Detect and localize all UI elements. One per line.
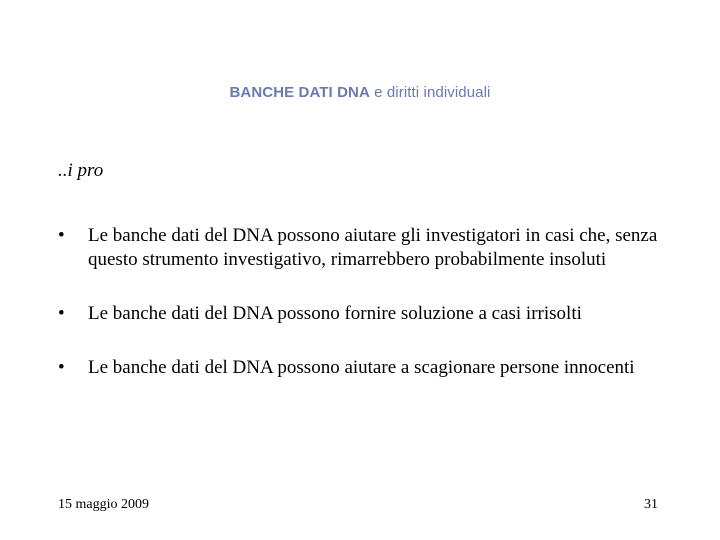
bullet-text: Le banche dati del DNA possono fornire soluzione a casi irrisolti <box>88 303 582 324</box>
bullet-item <box>58 224 668 272</box>
bullet-dot-icon: • <box>58 225 65 246</box>
title-rest: e diritti individuali <box>369 84 491 101</box>
bullet-dot-icon: • <box>58 303 65 324</box>
footer-date: 15 maggio 2009 <box>58 497 149 512</box>
bullet-item <box>58 302 668 326</box>
bullet-list <box>58 224 668 410</box>
bullet-text: Le banche dati del DNA possono aiutare gli investigatori in casi che, senza questo strumento investigativo, rimarrebbero probabilmente insoluti <box>88 225 658 270</box>
bullet-text: Le banche dati del DNA possono aiutare a scagionare persone innocenti <box>88 357 635 378</box>
slide-title <box>0 84 720 101</box>
subheading: ..i pro <box>58 160 104 181</box>
page-number: 31 <box>644 497 658 512</box>
bullet-dot-icon: • <box>58 357 65 378</box>
bullet-item <box>58 356 668 380</box>
title-main: BANCHE DATI DNA <box>229 84 370 101</box>
